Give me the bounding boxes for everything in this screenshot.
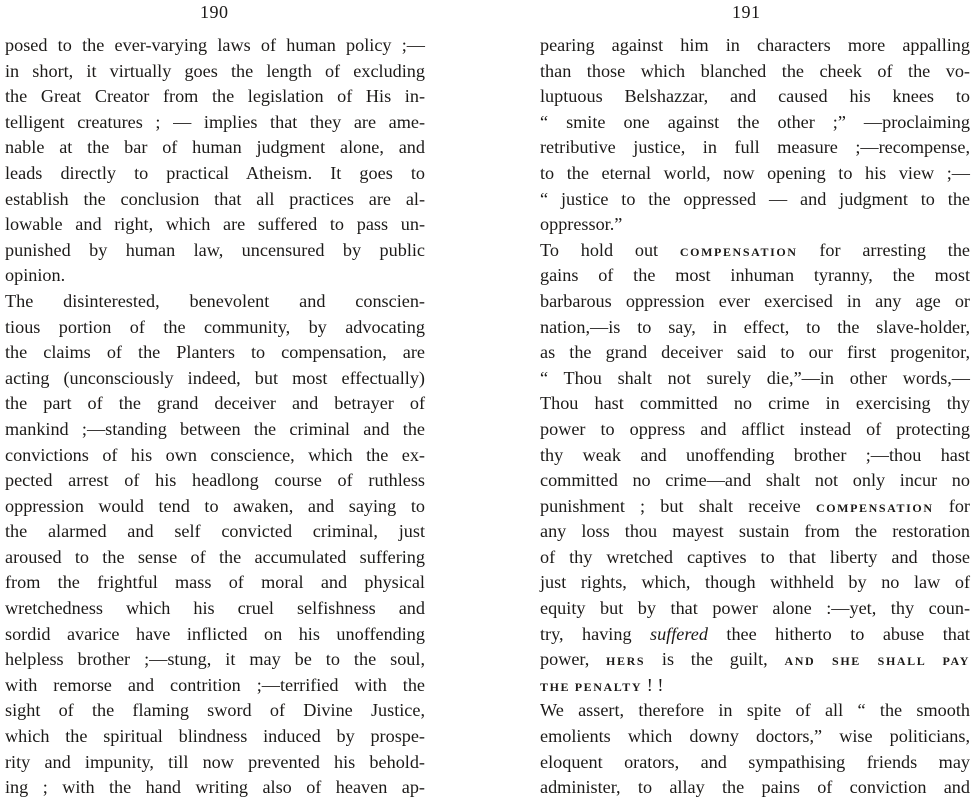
text-line: of thy wretched captives to that liberty and those — [540, 546, 970, 567]
text-line — [540, 622, 970, 648]
text-line: luptuous Belshazzar, and caused his knees to — [540, 86, 970, 107]
text-line: retributive justice, in full measure ;—recompense, — [540, 137, 970, 158]
text-line — [540, 238, 970, 264]
text-line: punished by human law, uncensured by public — [5, 239, 425, 260]
small-caps-term: HERS — [606, 654, 646, 669]
text-line: to the eternal world, now opening to his view ;— — [540, 162, 970, 183]
text-line: which the spiritual blindness induced by prospe- — [5, 726, 425, 747]
text-line: helpless brother ;—stung, it may be to the soul, — [5, 649, 425, 670]
text-line: acting (unconsciously indeed, but most effectually) — [5, 367, 425, 388]
text-line: Thou hast committed no crime in exercising thy — [540, 393, 970, 414]
text-line: mankind ;—standing between the criminal and the — [5, 418, 425, 439]
text-line: rity and impunity, till now prevented his behold- — [5, 751, 425, 772]
text-run: To hold out — [540, 239, 680, 260]
text-line: than those which blanched the cheek of the vo- — [540, 60, 970, 81]
small-caps-term: AND SHE SHALL PAY — [784, 654, 970, 669]
text-line: opinion. — [5, 265, 66, 286]
text-line: the alarmed and self convicted criminal, just — [5, 521, 425, 542]
text-line: “ smite one against the other ;” —proclaiming — [540, 111, 970, 132]
text-line: gains of the most inhuman tyranny, the most — [540, 265, 970, 286]
text-run: try, having — [540, 623, 651, 644]
text-line: telligent creatures ; — implies that they are ame- — [5, 111, 425, 132]
text-line: power to oppress and afflict instead of protecting — [540, 418, 970, 439]
text-line: as the grand deceiver said to our first progenitor, — [540, 342, 970, 363]
text-line: the part of the grand deceiver and betrayer of — [5, 393, 425, 414]
small-caps-term: COMPENSATION — [815, 500, 934, 515]
text-run: for — [933, 495, 970, 516]
text-line: the claims of the Planters to compensation, are — [5, 342, 425, 363]
text-line: tious portion of the community, by advocating — [5, 316, 425, 337]
text-line: sordid avarice have inflicted on his unoffending — [5, 623, 425, 644]
text-line: oppression would tend to awaken, and saying to — [5, 495, 425, 516]
text-line: the Great Creator from the legislation of His in- — [5, 86, 425, 107]
text-run: thee hitherto to abuse that — [707, 623, 970, 644]
text-line: posed to the ever-varying laws of human policy ;— — [5, 35, 425, 55]
text-line: pected arrest of his headlong course of ruthless — [5, 470, 425, 491]
text-line: from the frightful mass of moral and physical — [5, 572, 425, 593]
text-line: aroused to the sense of the accumulated suffering — [5, 546, 425, 567]
text-line: “ justice to the oppressed — and judgment to the — [540, 188, 970, 209]
italic-word: suffered — [650, 623, 708, 644]
text-line: ing ; with the hand writing also of heaven ap- — [5, 777, 425, 798]
gutter-divider — [490, 30, 491, 790]
text-run: power, — [540, 649, 607, 670]
text-line: equity but by that power alone :—yet, thy coun- — [540, 598, 970, 619]
page-number-left: 190 — [200, 2, 229, 22]
text-line: nation,—is to say, in effect, to the slave-holder, — [540, 316, 970, 337]
text-line: wretchedness which his cruel selfishness and — [5, 598, 425, 619]
text-line: “ Thou shalt not surely die,”—in other words,— — [540, 367, 970, 388]
text-line: emolients which downy doctors,” wise politicians, — [540, 726, 970, 747]
text-line: any loss thou mayest sustain from the restoration — [540, 521, 970, 542]
text-run: punishment ; but shalt receive — [540, 495, 816, 516]
text-line — [540, 673, 970, 699]
text-line: oppressor.” — [540, 214, 623, 235]
text-line: just rights, which, though withheld by no law of — [540, 572, 970, 593]
text-line — [540, 494, 970, 520]
text-line: leads directly to practical Atheism. It goes to — [5, 162, 425, 183]
small-caps-term: THE PENALTY — [540, 679, 643, 694]
text-line: nable at the bar of human judgment alone, and — [5, 137, 425, 158]
text-line: in short, it virtually goes the length of excluding — [5, 60, 425, 81]
text-line: with remorse and contrition ;—terrified with the — [5, 674, 425, 695]
left-page-body — [5, 33, 425, 801]
text-line: barbarous oppression ever exercised in any age or — [540, 290, 970, 311]
right-page-body — [540, 33, 970, 801]
small-caps-term: COMPENSATION — [679, 244, 798, 259]
text-line: convictions of his own conscience, which the ex- — [5, 444, 425, 465]
text-line: lowable and right, which are suffered to pass un- — [5, 214, 425, 235]
text-line: establish the conclusion that all practices are al- — [5, 188, 425, 209]
text-run: ! ! — [642, 674, 664, 695]
text-line: administer, to allay the pains of conviction and — [540, 777, 970, 798]
text-line: thy weak and unoffending brother ;—thou hast — [540, 444, 970, 465]
text-run: for arresting the — [797, 239, 970, 260]
text-line: The disinterested, benevolent and conscien- — [5, 290, 425, 311]
text-line: We assert, therefore in spite of all “ the smooth — [540, 700, 970, 721]
text-line: sight of the flaming sword of Divine Justice, — [5, 700, 425, 721]
text-run: is the guilt, — [645, 649, 785, 670]
text-line: pearing against him in characters more appalling — [540, 35, 970, 55]
text-line: committed no crime—and shalt not only incur no — [540, 470, 970, 491]
text-line — [540, 647, 970, 673]
text-line: eloquent orators, and sympathising friends may — [540, 751, 970, 772]
page-number-right: 191 — [732, 2, 761, 22]
